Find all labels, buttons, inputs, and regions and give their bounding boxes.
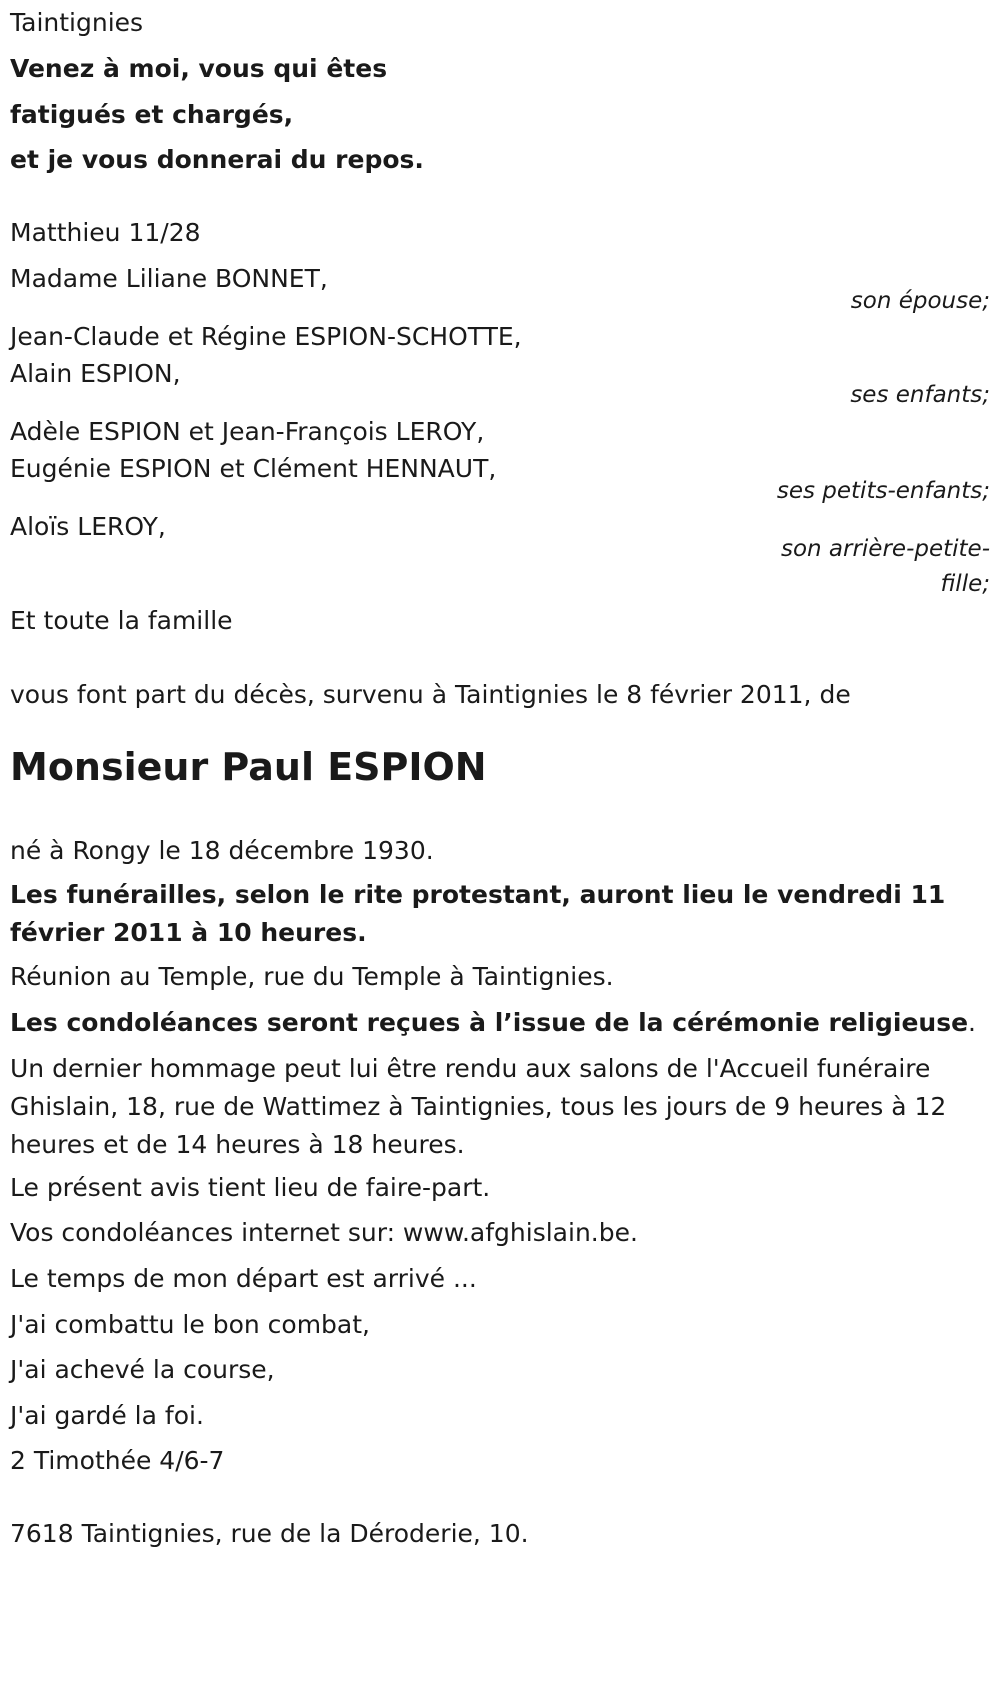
deceased-birth: né à Rongy le 18 décembre 1930.	[10, 836, 434, 865]
verse-bottom-line-2: J'ai combattu le bon combat,	[10, 1310, 370, 1339]
verse-top-reference: Matthieu 11/28	[10, 218, 201, 247]
family-name-grandchild-1: Adèle ESPION et Jean-François LEROY,	[10, 417, 485, 446]
deceased-name: Monsieur Paul ESPION	[10, 745, 487, 789]
announcement: vous font part du décès, survenu à Taintignies le 8 février 2011, de	[10, 680, 851, 709]
online-condolences: Vos condoléances internet sur: www.afghislain.be.	[10, 1218, 638, 1247]
family-name-child-1: Jean-Claude et Régine ESPION-SCHOTTE,	[10, 322, 522, 351]
family-role-great-grandchild-line-1: son arrière-petite-	[780, 536, 990, 562]
verse-top-line-2: fatigués et chargés,	[10, 100, 294, 129]
header-place: Taintignies	[10, 8, 144, 37]
family-role-children: ses enfants;	[850, 382, 990, 408]
verse-bottom-line-3: J'ai achevé la course,	[10, 1355, 275, 1384]
verse-top-line-1: Venez à moi, vous qui êtes	[10, 54, 388, 83]
funeral-gathering: Réunion au Temple, rue du Temple à Taintignies.	[10, 962, 614, 991]
family-role-spouse: son épouse;	[850, 288, 990, 314]
verse-bottom-line-1: Le temps de mon départ est arrivé ...	[10, 1264, 477, 1293]
homage-paragraph: Un dernier hommage peut lui être rendu aux salons de l'Accueil funéraire Ghislain, 18, rue de Wattimez à Taintignies, tous les jours de 9 heures à 12 heures et de 14 heures à 18 heures.	[10, 1054, 947, 1159]
verse-top-line-3: et je vous donnerai du repos.	[10, 145, 424, 174]
family-name-child-2: Alain ESPION,	[10, 359, 181, 388]
address: 7618 Taintignies, rue de la Déroderie, 10.	[10, 1519, 529, 1548]
family-name-spouse: Madame Liliane BONNET,	[10, 264, 328, 293]
condolences-bold: Les condoléances seront reçues à l’issue de la cérémonie religieuse	[10, 1008, 969, 1037]
family-name-grandchild-2: Eugénie ESPION et Clément HENNAUT,	[10, 454, 497, 483]
notice-line: Le présent avis tient lieu de faire-part.	[10, 1173, 491, 1202]
family-role-grandchildren: ses petits-enfants;	[776, 478, 990, 504]
family-all: Et toute la famille	[10, 606, 233, 635]
family-name-great-grandchild: Aloïs LEROY,	[10, 512, 166, 541]
verse-bottom-reference: 2 Timothée 4/6-7	[10, 1446, 225, 1475]
family-role-great-grandchild-line-2: fille;	[940, 571, 990, 597]
funeral-details: Les funérailles, selon le rite protestant, auront lieu le vendredi 11 février 2011 à 10 heures.	[10, 880, 946, 947]
verse-bottom-line-4: J'ai gardé la foi.	[10, 1401, 204, 1430]
condolences-end: .	[968, 1008, 976, 1037]
condolences-line	[10, 1008, 976, 1038]
